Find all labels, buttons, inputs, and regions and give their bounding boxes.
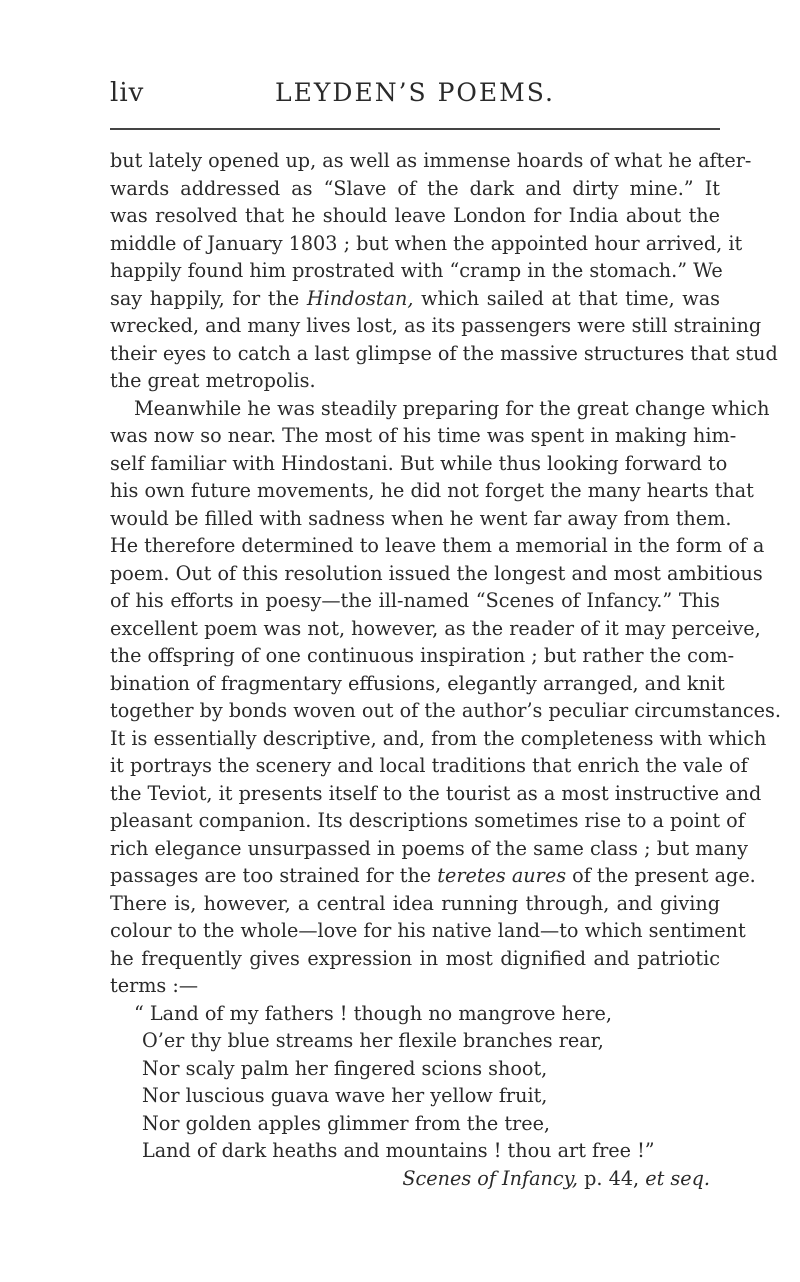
text-line: the great metropolis. [110, 369, 316, 392]
text-line: terms :— [110, 974, 199, 997]
italic-latin-phrase: teretes aures [437, 864, 567, 887]
text-fragment: say happily, for the [110, 286, 307, 310]
text-line: happily found him prostrated with “cramp in the stomach.” We [110, 259, 723, 282]
text-line: it portrays the scenery and local traditions that enrich the vale of [110, 754, 748, 777]
body-text [110, 147, 781, 1193]
text-line: self familiar with Hindostani. But while thus looking forward to [110, 451, 728, 475]
text-line: wards addressed as “Slave of the dark and dirty mine.” It [110, 176, 720, 200]
verse-line: Nor golden apples glimmer from the tree, [142, 1111, 551, 1135]
citation-title: Scenes of Infancy, [402, 1166, 579, 1190]
text-line: excellent poem was not, however, as the reader of it may perceive, [110, 616, 761, 640]
text-line: he frequently gives expression in most dignified and patriotic [110, 946, 720, 970]
page-header [110, 78, 720, 118]
text-line: bination of fragmentary effusions, elegantly arranged, and knit [110, 671, 725, 695]
text-line: but lately opened up, as well as immense hoards of what he after- [110, 149, 752, 172]
text-line: rich elegance unsurpassed in poems of the same class ; but many [110, 836, 748, 860]
text-line: of his efforts in poesy—the ill-named “Scenes of Infancy.” This [110, 589, 720, 612]
text-line: pleasant companion. Its descriptions sometimes rise to a point of [110, 809, 745, 832]
text-line: wrecked, and many lives lost, as its passengers were still straining [110, 314, 762, 337]
text-line: was resolved that he should leave London for India about the [110, 204, 720, 227]
text-fragment: of the present age. [566, 864, 756, 887]
text-line: There is, however, a central idea running through, and giving [110, 891, 720, 915]
italic-ship-name: Hindostan, [306, 286, 414, 310]
verse-line: O’er thy blue streams her flexile branches rear, [142, 1029, 604, 1052]
verse-line: Nor scaly palm her fingered scions shoot, [142, 1056, 548, 1080]
text-line-with-italic [110, 862, 756, 890]
text-line: He therefore determined to leave them a memorial in the form of a [110, 534, 765, 557]
citation-page: p. 44, [578, 1166, 640, 1190]
verse-line: Nor luscious guava wave her yellow fruit, [142, 1084, 548, 1107]
page-number: liv [110, 78, 145, 108]
verse-quotation [110, 1000, 720, 1165]
text-fragment: which sailed at that time, was [413, 286, 721, 310]
text-line: their eyes to catch a last glimpse of the massive structures that stud [110, 341, 778, 365]
text-line: the Teviot, it presents itself to the tourist as a most instructive and [110, 781, 762, 805]
text-line: his own future movements, he did not forget the many hearts that [110, 479, 754, 502]
text-line: the offspring of one continuous inspiration ; but rather the com- [110, 644, 735, 667]
text-line: would be filled with sadness when he went far away from them. [110, 506, 732, 530]
verse-citation [110, 1165, 720, 1193]
text-line: together by bonds woven out of the author’s peculiar circumstances. [110, 699, 781, 722]
header-rule [110, 128, 720, 130]
running-head: LEYDEN’S POEMS. [275, 78, 555, 107]
text-line: It is essentially descriptive, and, from the completeness with which [110, 726, 767, 750]
text-line-with-italic [110, 285, 720, 313]
verse-line: Land of dark heaths and mountains ! thou art free !” [142, 1139, 655, 1162]
verse-line: “ Land of my fathers ! though no mangrove here, [134, 1001, 612, 1025]
paragraph-start-line: Meanwhile he was steadily preparing for the great change which [134, 396, 770, 420]
citation-etseq: et seq. [639, 1166, 710, 1190]
text-fragment: passages are too strained for the [110, 864, 438, 887]
text-line: middle of January 1803 ; but when the appointed hour arrived, it [110, 231, 743, 255]
text-line: was now so near. The most of his time was spent in making him- [110, 424, 737, 447]
text-line: colour to the whole—love for his native land—to which sentiment [110, 919, 746, 942]
text-line: poem. Out of this resolution issued the longest and most ambitious [110, 561, 763, 585]
